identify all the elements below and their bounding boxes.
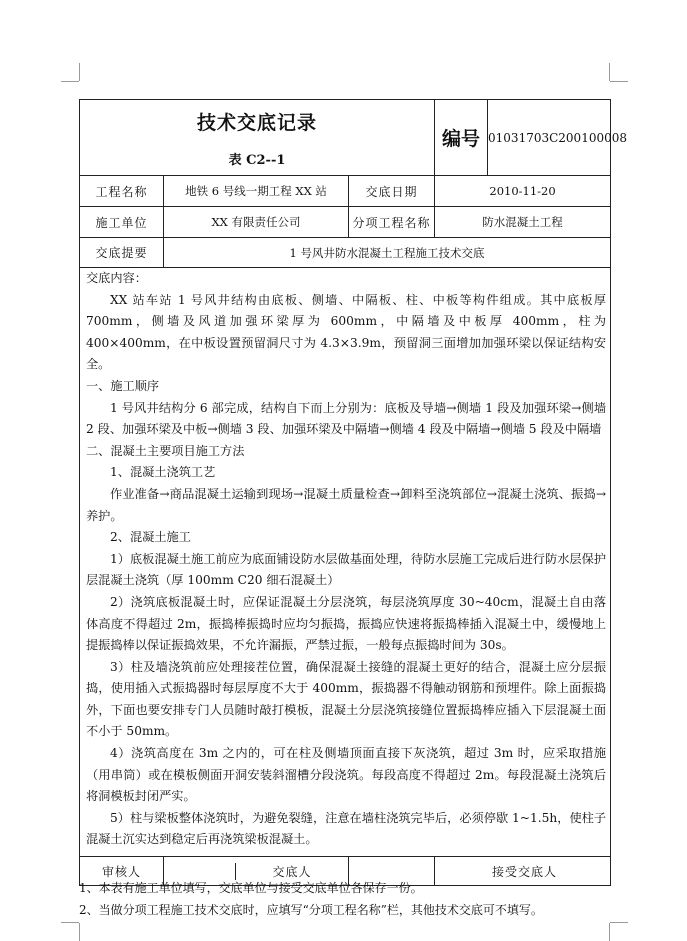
number-label: 编号: [435, 100, 488, 176]
content-subheading: 1、混凝土浇筑工艺: [110, 465, 216, 480]
content-section-heading: 二、混凝土主要项目施工方法: [86, 443, 245, 458]
crop-mark-bottom-left: [79, 923, 80, 941]
crop-mark-top-left: [79, 63, 80, 81]
reviewer-label: 审核人: [80, 857, 164, 886]
footnote: 1、本表有施工单位填写，交底单位与接受交底单位各保存一份。: [79, 881, 423, 895]
form-number: 表 C2--1: [228, 152, 286, 168]
title-cell: [80, 100, 435, 176]
project-name-value: 地铁 6 号线一期工程 XX 站: [164, 176, 349, 207]
content-paragraph: 作业准备→商品混凝土运输到现场→混凝土质量检查→卸料至浇筑部位→混凝土浇筑、振捣→养护。: [86, 486, 607, 523]
summary-value: 1 号风井防水混凝土工程施工技术交底: [164, 238, 611, 268]
footnotes: [79, 877, 610, 921]
footnote: 2、当做分项工程施工技术交底时，应填写“分项工程名称”栏，其他技术交底可不填写。: [79, 903, 543, 917]
contractor-value: XX 有限责任公司: [164, 207, 349, 238]
discloser-label: 交底人: [235, 863, 348, 880]
crop-mark-bottom-right: [610, 922, 628, 923]
subproject-value: 防水混凝土工程: [435, 207, 611, 238]
page-title: 技术交底记录: [197, 111, 318, 134]
subproject-label: 分项工程名称: [349, 207, 435, 238]
content-paragraph: 2）浇筑底板混凝土时，应保证混凝土分层浇筑，每层浇筑厚度 30~40cm，混凝土自由落体高度不得超过 2m，振捣棒振捣时应均匀振捣，振捣应快速将振捣棒插入混凝土中，缓慢地上提振捣棒以保证振捣效果，不允许漏振，严禁过振，一般每点振捣时间为 30s。: [86, 594, 607, 653]
content-paragraph: 3）柱及墙浇筑前应处理接茬位置，确保混凝土接缝的混凝土更好的结合，混凝土应分层振捣，使用插入式振捣器时每层厚度不大于 400mm，振捣器不得触动钢筋和预埋件。除上面振捣外，下面也要安排专门人员随时敲打模板，混凝土分层浇筑接缝位置振捣棒应插入下层混凝土面不小于 50mm。: [86, 659, 607, 739]
date-value: 2010-11-20: [435, 176, 611, 207]
content-section-heading: 一、施工顺序: [86, 378, 160, 393]
date-label: 交底日期: [349, 176, 435, 207]
content-paragraph: 4）浇筑高度在 3m 之内的，可在柱及侧墙顶面直接下灰浇筑，超过 3m 时，应采取措施（用串筒）或在模板侧面开洞安装斜溜槽分段浇筑。每段高度不得超过 2m。每段混凝土浇筑后将洞模板封闭严实。: [86, 746, 607, 804]
crop-mark-top-right: [609, 63, 610, 81]
content-paragraph: 5）柱与梁板整体浇筑时，为避免裂缝，注意在墙柱浇筑完毕后，必须停歇 1~1.5h，使柱子混凝土沉实达到稳定后再浇筑梁板混凝土。: [86, 810, 607, 847]
summary-label: 交底提要: [80, 238, 164, 268]
crop-mark-top-left: [61, 81, 79, 82]
contractor-label: 施工单位: [80, 207, 164, 238]
receiver-label: 接受交底人: [492, 864, 558, 879]
crop-mark-top-right: [610, 81, 628, 82]
content-heading: 交底内容：: [86, 271, 147, 285]
content-paragraph: 1 号风井结构分 6 部完成，结构自下而上分别为：底板及导墙→侧墙 1 段及加强环梁→侧墙 2 段、加强环梁及中板→侧墙 3 段、加强环梁及中隔墙→侧墙 4 段及中隔墙→侧墙 5 段及中隔墙: [86, 400, 607, 437]
content-paragraph: XX 站车站 1 号风井结构由底板、侧墙、中隔板、柱、中板等构件组成。其中底板厚 700mm，侧墙及风道加强环梁厚为 600mm，中隔墙及中板厚 400mm，柱为 400×400mm，在中板设置预留洞尺寸为 4.3×3.9m，预留洞三面增加加强环梁以保证结构安全。: [86, 292, 607, 372]
crop-mark-bottom-right: [609, 923, 610, 941]
content-subheading: 2、混凝土施工: [110, 530, 191, 545]
number-value: 01031703C200100008: [488, 100, 611, 176]
crop-mark-bottom-left: [61, 922, 79, 923]
content-cell: [80, 268, 611, 857]
project-name-label: 工程名称: [80, 176, 164, 207]
disclosure-record-table: [79, 99, 628, 886]
content-paragraph: 1）底板混凝土施工前应为底面铺设防水层做基面处理，待防水层施工完成后进行防水层保护层混凝土浇筑（厚 100mm C20 细石混凝土）: [86, 551, 607, 588]
